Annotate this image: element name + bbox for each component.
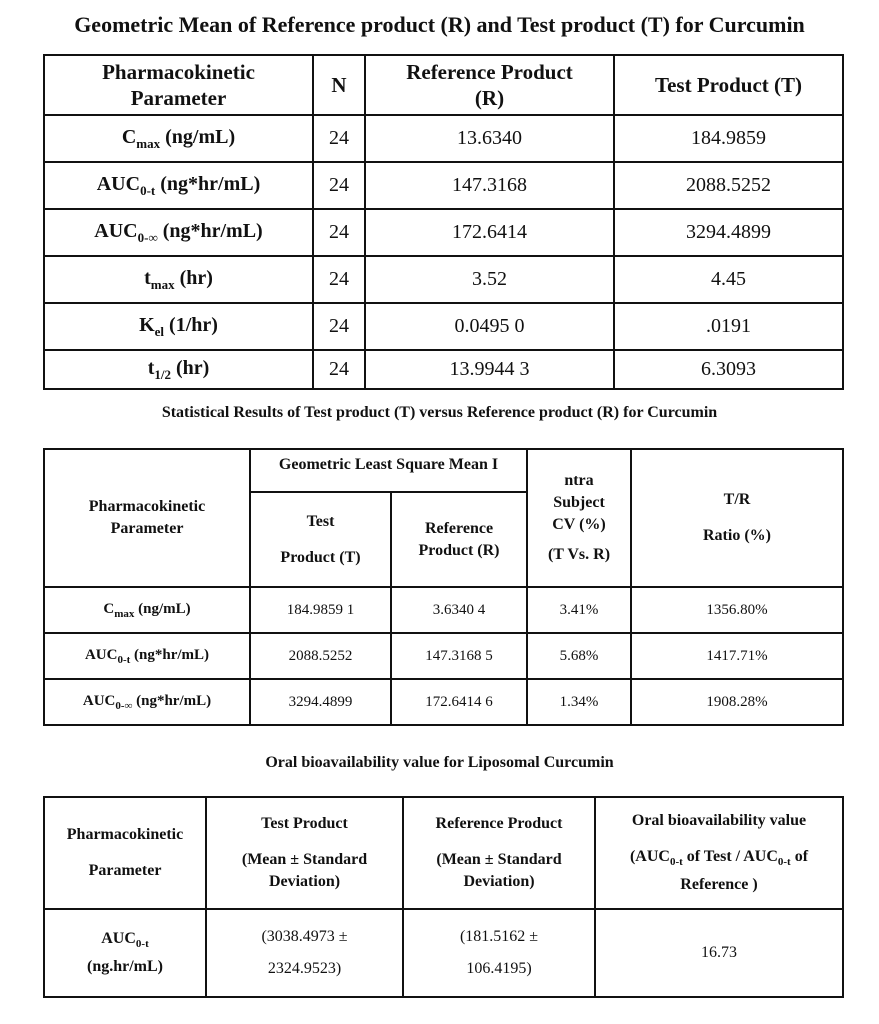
header-reference-product: Reference Product (R) xyxy=(391,492,527,587)
geometric-mean-table xyxy=(43,54,844,390)
header-tr-ratio: T/R Ratio (%) xyxy=(631,449,843,587)
n-cell: 24 xyxy=(313,256,365,303)
header-param: Pharmacokinetic Parameter xyxy=(44,449,250,587)
table-row xyxy=(44,209,843,256)
ref-cell: (181.5162 ± 106.4195) xyxy=(403,909,595,997)
test-cell: 6.3093 xyxy=(614,350,843,389)
param-cell: $AUC_{0-t}$ (ng*hr/mL) xyxy=(44,633,250,679)
table-row xyxy=(44,633,843,679)
ref-cell: 147.3168 xyxy=(365,162,614,209)
ref-cell: 3.6340 4 xyxy=(391,587,527,633)
header-n: N xyxy=(313,55,365,115)
table-row xyxy=(44,162,843,209)
table-header-row xyxy=(44,449,843,492)
cv-cell: 1.34% xyxy=(527,679,631,725)
n-cell: 24 xyxy=(313,209,365,256)
table2-title: Statistical Results of Test product (T) versus Reference product (R) for Curcumin xyxy=(161,404,718,421)
ref-cell: 13.6340 xyxy=(365,115,614,162)
ref-cell: 0.0495 0 xyxy=(365,303,614,350)
header-test-product: Test Product (T) xyxy=(250,492,391,587)
header-test-product: Test Product (Mean ± Standard Deviation) xyxy=(206,797,403,909)
test-cell: (3038.4973 ± 2324.9523) xyxy=(206,909,403,997)
statistical-results-table xyxy=(43,448,844,726)
table3-title: Oral bioavailability value for Liposomal Curcumin xyxy=(265,754,614,771)
table-header-row xyxy=(44,797,843,909)
test-cell: 184.9859 xyxy=(614,115,843,162)
test-cell: .0191 xyxy=(614,303,843,350)
ref-cell: 172.6414 6 xyxy=(391,679,527,725)
param-cell: $C_{max}$ (ng/mL) xyxy=(44,587,250,633)
test-cell: 3294.4899 xyxy=(614,209,843,256)
param-cell: $AUC_{0-\infty}$ (ng*hr/mL) xyxy=(44,209,313,256)
table-row xyxy=(44,115,843,162)
ref-cell: 13.9944 3 xyxy=(365,350,614,389)
header-param: Pharmacokinetic Parameter xyxy=(44,55,313,115)
param-cell: $AUC_{0-t}$ (ng.hr/mL) xyxy=(44,909,206,997)
n-cell: 24 xyxy=(313,162,365,209)
ratio-cell: 1417.71% xyxy=(631,633,843,679)
oral-bioavailability-cell: 16.73 xyxy=(595,909,843,997)
ref-cell: 147.3168 5 xyxy=(391,633,527,679)
param-cell: $t_{max}$ (hr) xyxy=(44,256,313,303)
ratio-cell: 1908.28% xyxy=(631,679,843,725)
header-reference: Reference Product (R) xyxy=(365,55,614,115)
test-cell: 184.9859 1 xyxy=(250,587,391,633)
header-reference-product: Reference Product (Mean ± Standard Deviation) xyxy=(403,797,595,909)
test-cell: 4.45 xyxy=(614,256,843,303)
table-header-row xyxy=(44,55,843,115)
param-cell: $C_{max}$ (ng/mL) xyxy=(44,115,313,162)
cv-cell: 3.41% xyxy=(527,587,631,633)
header-intra-subject-cv: ntra Subject CV (%) (T Vs. R) xyxy=(527,449,631,587)
table1-title: Geometric Mean of Reference product (R) and Test product (T) for Curcumin xyxy=(74,12,805,37)
oral-bioavailability-table xyxy=(43,796,844,998)
param-cell: $AUC_{0-\infty}$ (ng*hr/mL) xyxy=(44,679,250,725)
n-cell: 24 xyxy=(313,350,365,389)
table-row xyxy=(44,679,843,725)
param-cell: $t_{1/2}$ (hr) xyxy=(44,350,313,389)
test-cell: 2088.5252 xyxy=(250,633,391,679)
n-cell: 24 xyxy=(313,115,365,162)
param-cell: $AUC_{0-t}$ (ng*hr/mL) xyxy=(44,162,313,209)
ref-cell: 172.6414 xyxy=(365,209,614,256)
table-row xyxy=(44,256,843,303)
header-glsm: Geometric Least Square Mean I xyxy=(250,449,527,492)
table-row xyxy=(44,587,843,633)
header-test: Test Product (T) xyxy=(614,55,843,115)
table-row xyxy=(44,909,843,997)
n-cell: 24 xyxy=(313,303,365,350)
table-row xyxy=(44,303,843,350)
ref-cell: 3.52 xyxy=(365,256,614,303)
test-cell: 3294.4899 xyxy=(250,679,391,725)
header-param: Pharmacokinetic Parameter xyxy=(44,797,206,909)
table-row xyxy=(44,350,843,389)
cv-cell: 5.68% xyxy=(527,633,631,679)
ratio-cell: 1356.80% xyxy=(631,587,843,633)
header-oral-bioavailability: Oral bioavailability value ($AUC_{0-t}$ of Test / $AUC_{0-t}$ of Reference ) xyxy=(595,797,843,909)
param-cell: $K_{el}$ (1/hr) xyxy=(44,303,313,350)
test-cell: 2088.5252 xyxy=(614,162,843,209)
